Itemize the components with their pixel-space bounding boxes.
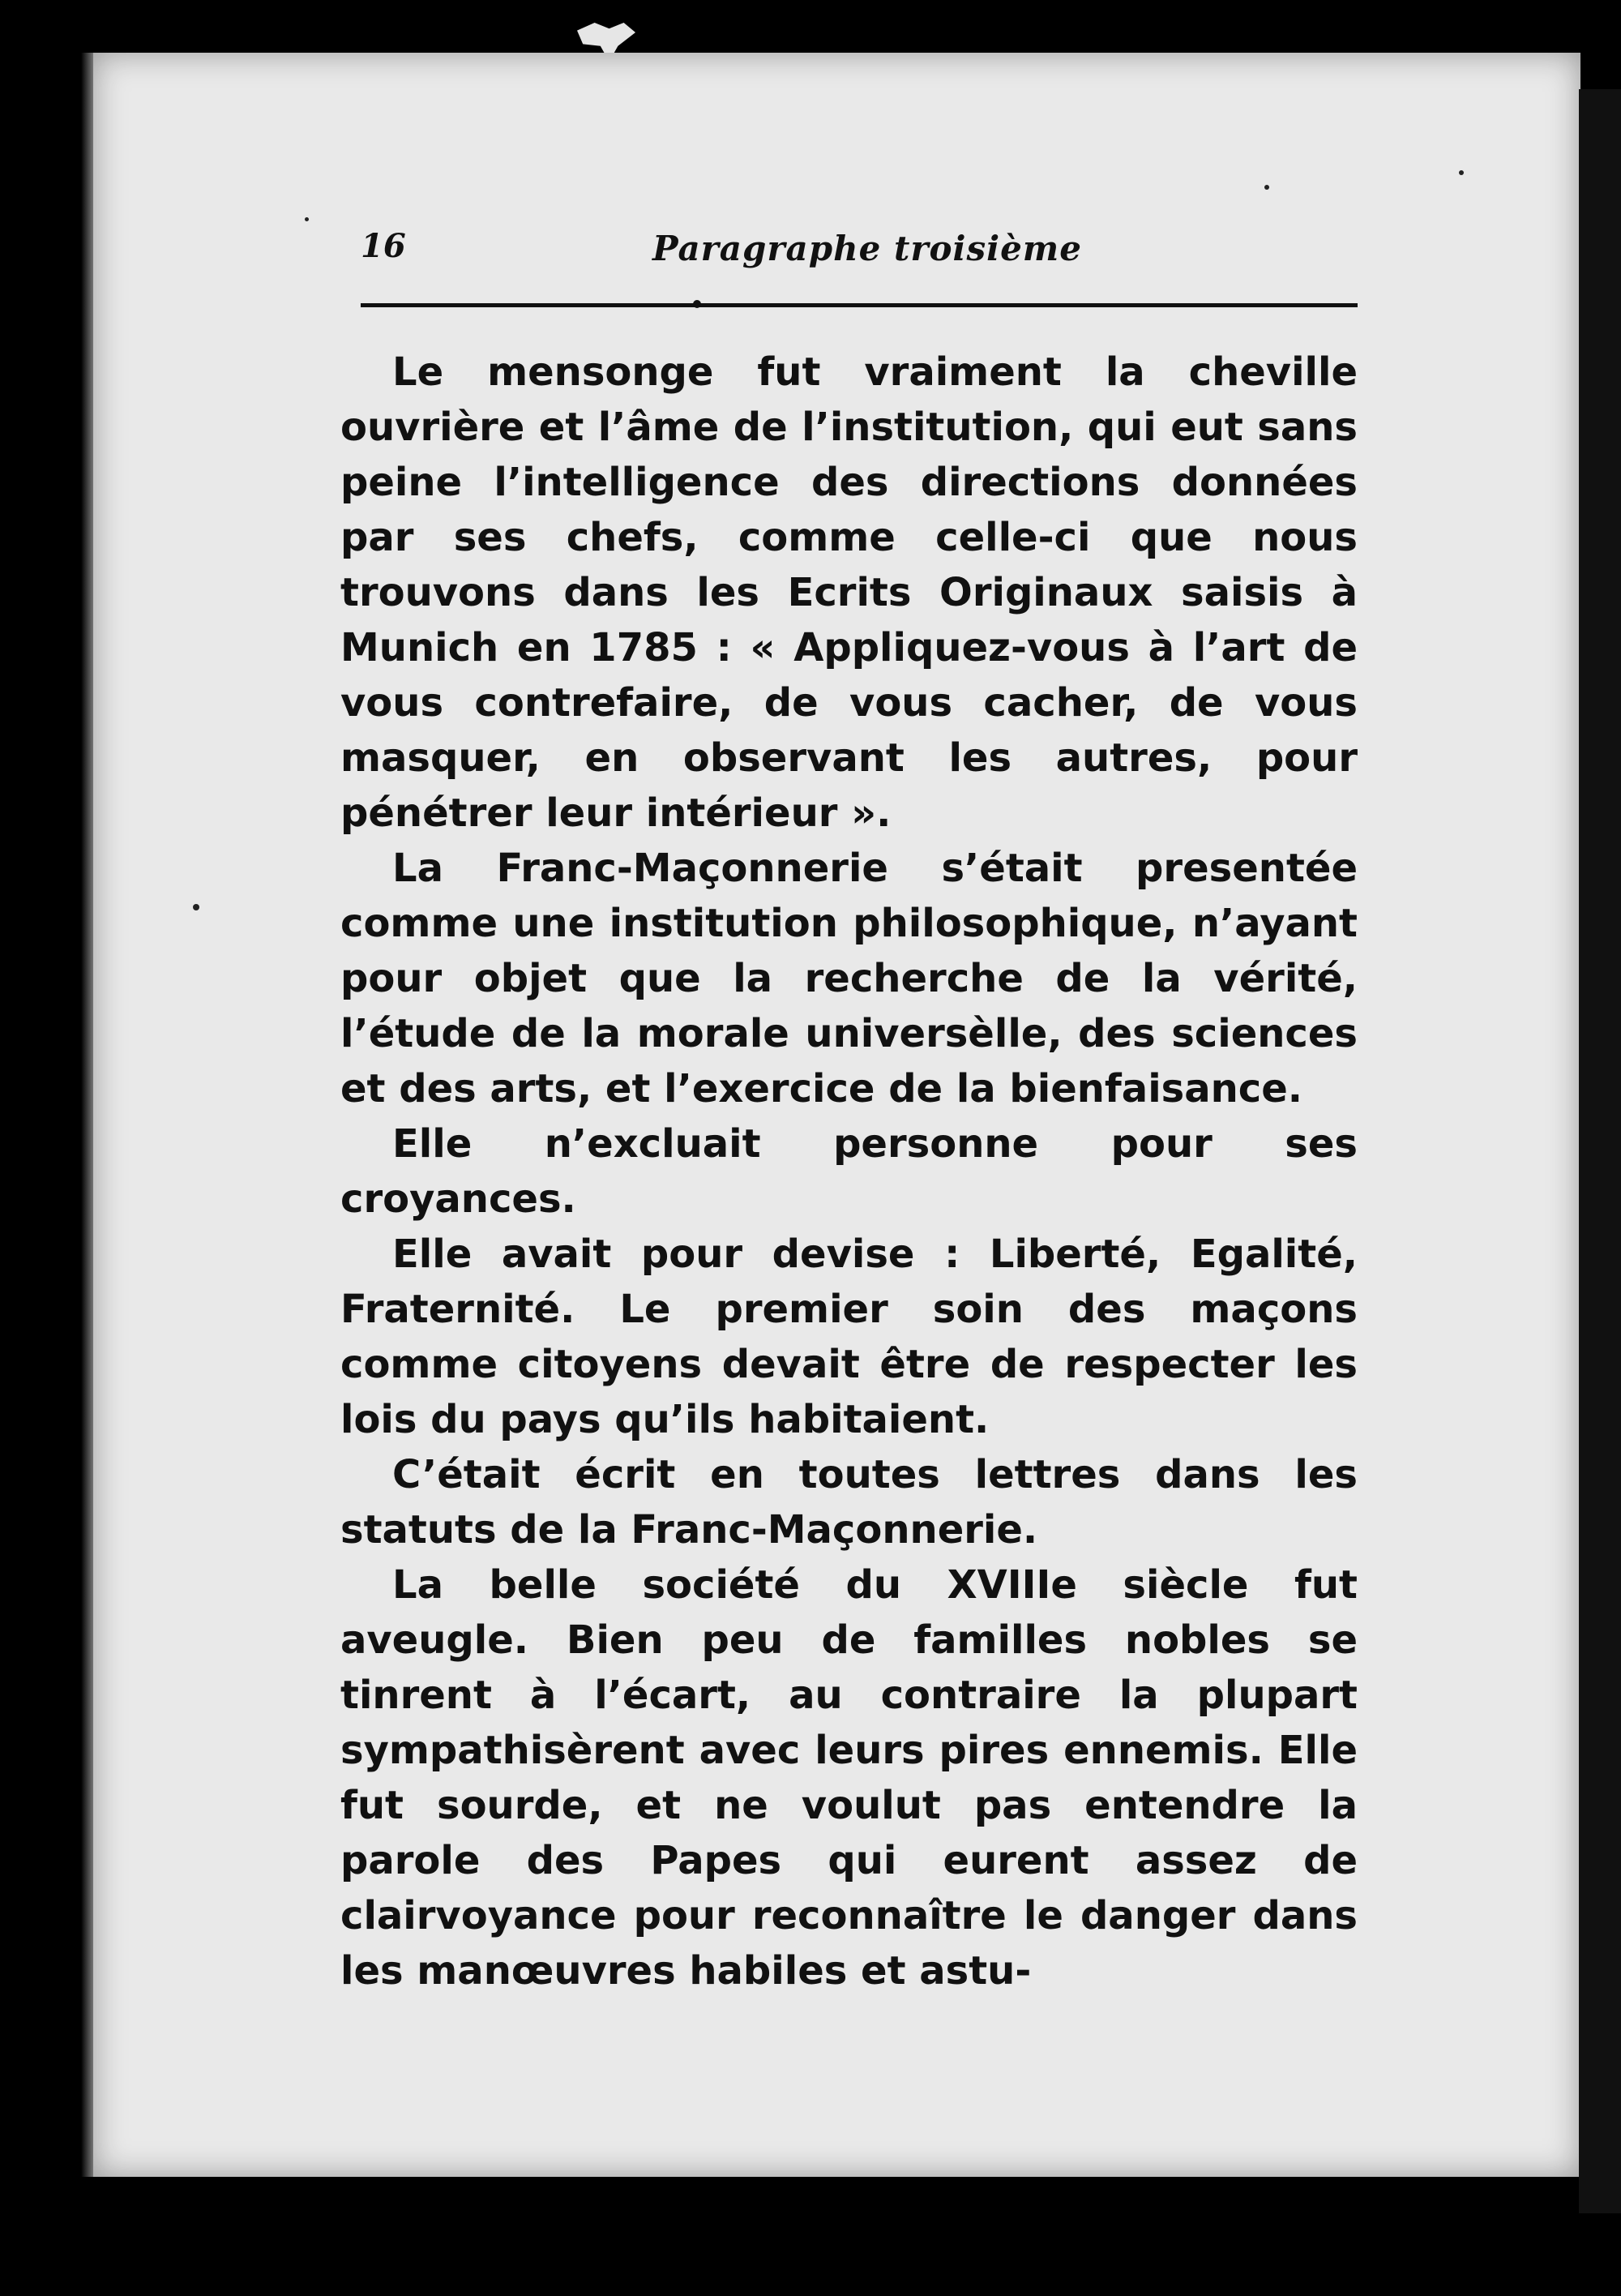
header-rule: [361, 303, 1358, 307]
running-title: Paragraphe troisième: [652, 229, 1082, 268]
scan-speck: [305, 217, 309, 221]
page-header: [361, 227, 1358, 284]
paragraph: C’était écrit en toutes lettres dans les statuts de la Franc-Maçonnerie.: [340, 1452, 1358, 1553]
scan-speck: [193, 904, 199, 910]
header-rule-ornament: [693, 300, 701, 308]
body-text: [340, 345, 1358, 1998]
paragraph: La belle société du XVIIIe siècle fut aveugle. Bien peu de familles nobles se tinrent à l’écart, au contraire la plupart sympathisèrent avec leurs pires ennemis. Elle fut sourde, et ne voulut pas entendre la parole des Papes qui eurent assez de clairvoyance pour reconnaître le danger dans les manœuvres habiles et astu-: [340, 1562, 1358, 1994]
page-edge-right: [1579, 89, 1621, 2213]
scan-speck: [1459, 170, 1464, 175]
paragraph: Le mensonge fut vraiment la cheville ouvrière et l’âme de l’institution, qui eut sans peine l’intelligence des directions données par ses chefs, comme celle-ci que nous trouvons dans les Ecrits Originaux saisis à Munich en 1785 : « Appliquez-vous à l’art de vous contrefaire, de vous cacher, de vous masquer, en observant les autres, pour pénétrer leur intérieur ».: [340, 349, 1358, 836]
page-number: 16: [361, 227, 406, 265]
paragraph: La Franc-Maçonnerie s’était presentée comme une institution philosophique, n’ayant pour objet que la recherche de la vérité, l’étude de la morale universèlle, des sciences et des arts, et l’exercice de la bienfaisance.: [340, 846, 1358, 1112]
scan-speck: [1264, 185, 1269, 190]
paragraph: Elle n’excluait personne pour ses croyances.: [340, 1121, 1358, 1222]
paragraph: Elle avait pour devise : Liberté, Egalité, Fraternité. Le premier soin des maçons comme citoyens devait être de respecter les lois du pays qu’ils habitaient.: [340, 1232, 1358, 1442]
